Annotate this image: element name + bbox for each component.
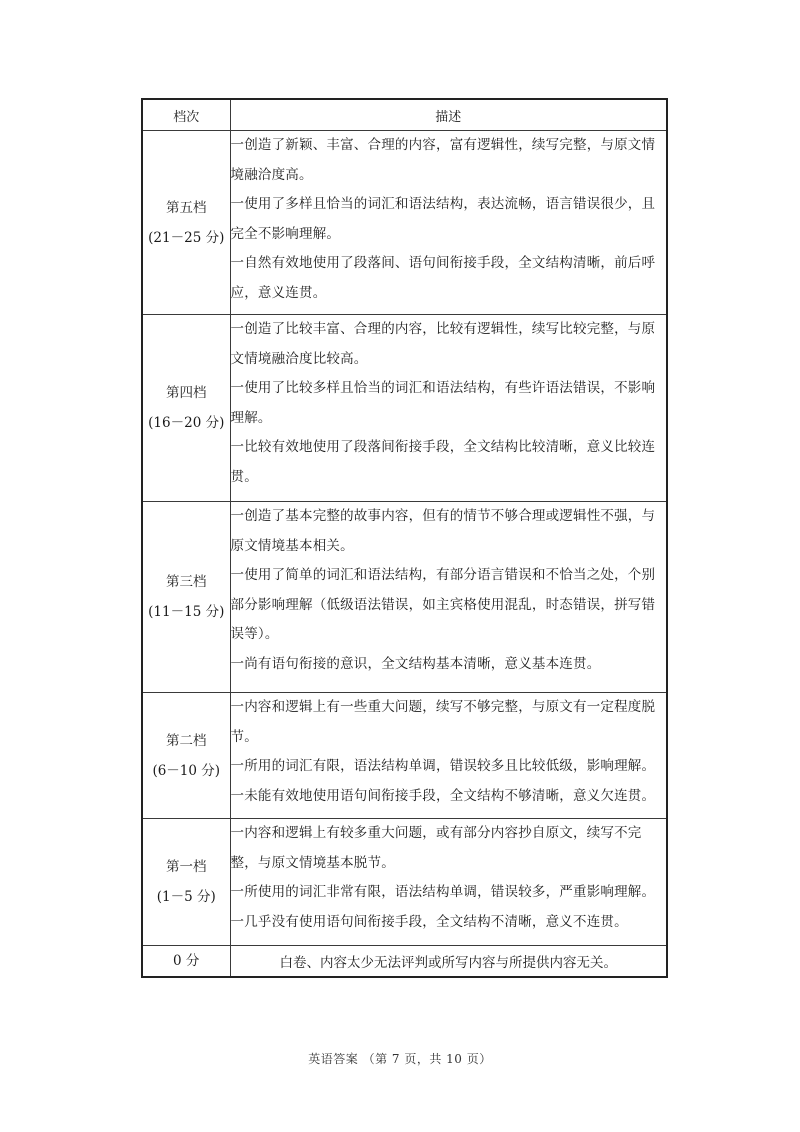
table-row [142,131,667,315]
criterion-text: 一未能有效地使用语句间衔接手段，全文结构不够清晰，意义欠连贯。 [230,787,656,804]
description-column-header: 描述 [230,99,667,131]
description-cell [230,819,667,946]
level-name: 第五档 [166,199,207,216]
level-name: 第二档 [166,732,207,749]
criterion-text: 一创造了比较丰富、合理的内容，比较有逻辑性，续写比较完整，与原文情境融洽度比较高。 [230,321,656,367]
level-name: 第一档 [166,859,207,875]
criterion-text: 一使用了多样且恰当的词汇和语法结构，表达流畅，语言错误很少，且完全不影响理解。 [230,196,656,242]
score-range: (6－10 分) [152,762,221,779]
table-header-row [142,99,667,131]
criterion-text: 一内容和逻辑上有较多重大问题，或有部分内容抄自原文，续写不完整，与原文情境基本脱节。 [230,825,642,871]
description-cell [230,693,667,819]
score-range: (1－5 分) [156,889,216,905]
level-cell [142,131,230,315]
level-name: 第三档 [166,574,207,590]
criterion-text: 一内容和逻辑上有一些重大问题，续写不够完整，与原文有一定程度脱节。 [230,699,656,745]
criterion-text: 一使用了比较多样且恰当的词汇和语法结构，有些许语法错误，不影响理解。 [230,380,656,426]
table-row [142,502,667,693]
criterion-text: 一自然有效地使用了段落间、语句间衔接手段，全文结构清晰，前后呼应，意义连贯。 [230,255,656,301]
description-cell [230,502,667,693]
score-range: (11－15 分) [148,604,225,620]
criterion-text: 一创造了新颖、丰富、合理的内容，富有逻辑性，续写完整，与原文情境融洽度高。 [230,137,656,183]
description-cell: 白卷、内容太少无法评判或所写内容与所提供内容无关。 [230,946,667,978]
criterion-text: 一尚有语句衔接的意识，全文结构基本清晰，意义基本连贯。 [230,655,601,672]
level-name: 第四档 [166,385,207,401]
table-row [142,315,667,502]
description-cell [230,315,667,502]
score-range: (16－20 分) [148,415,225,431]
level-column-header: 档次 [142,99,230,131]
level-cell [142,693,230,819]
table-row [142,946,667,978]
scoring-rubric-table [141,98,668,978]
criterion-text: 一创造了基本完整的故事内容，但有的情节不够合理或逻辑性不强，与原文情境基本相关。 [230,508,656,554]
criterion-text: 一所用的词汇有限，语法结构单调，错误较多且比较低级，影响理解。 [230,758,656,774]
description-cell [230,131,667,315]
criterion-text: 一几乎没有使用语句间衔接手段，全文结构不清晰，意义不连贯。 [230,913,628,930]
page-footer: 英语答案 （第 7 页，共 10 页） [308,1052,492,1066]
criterion-text: 一所使用的词汇非常有限，语法结构单调，错误较多，严重影响理解。 [230,884,656,900]
level-cell: 0 分 [142,946,230,978]
table-row [142,693,667,819]
level-cell [142,502,230,693]
criterion-text: 一使用了简单的词汇和语法结构，有部分语言错误和不恰当之处，个别部分影响理解（低级语法错误，如主宾格使用混乱，时态错误，拼写错误等）。 [230,567,656,642]
level-cell [142,819,230,946]
table-row [142,819,667,946]
criterion-text: 一比较有效地使用了段落间衔接手段，全文结构比较清晰，意义比较连贯。 [230,439,656,485]
level-cell [142,315,230,502]
score-range: (21－25 分) [148,229,225,246]
